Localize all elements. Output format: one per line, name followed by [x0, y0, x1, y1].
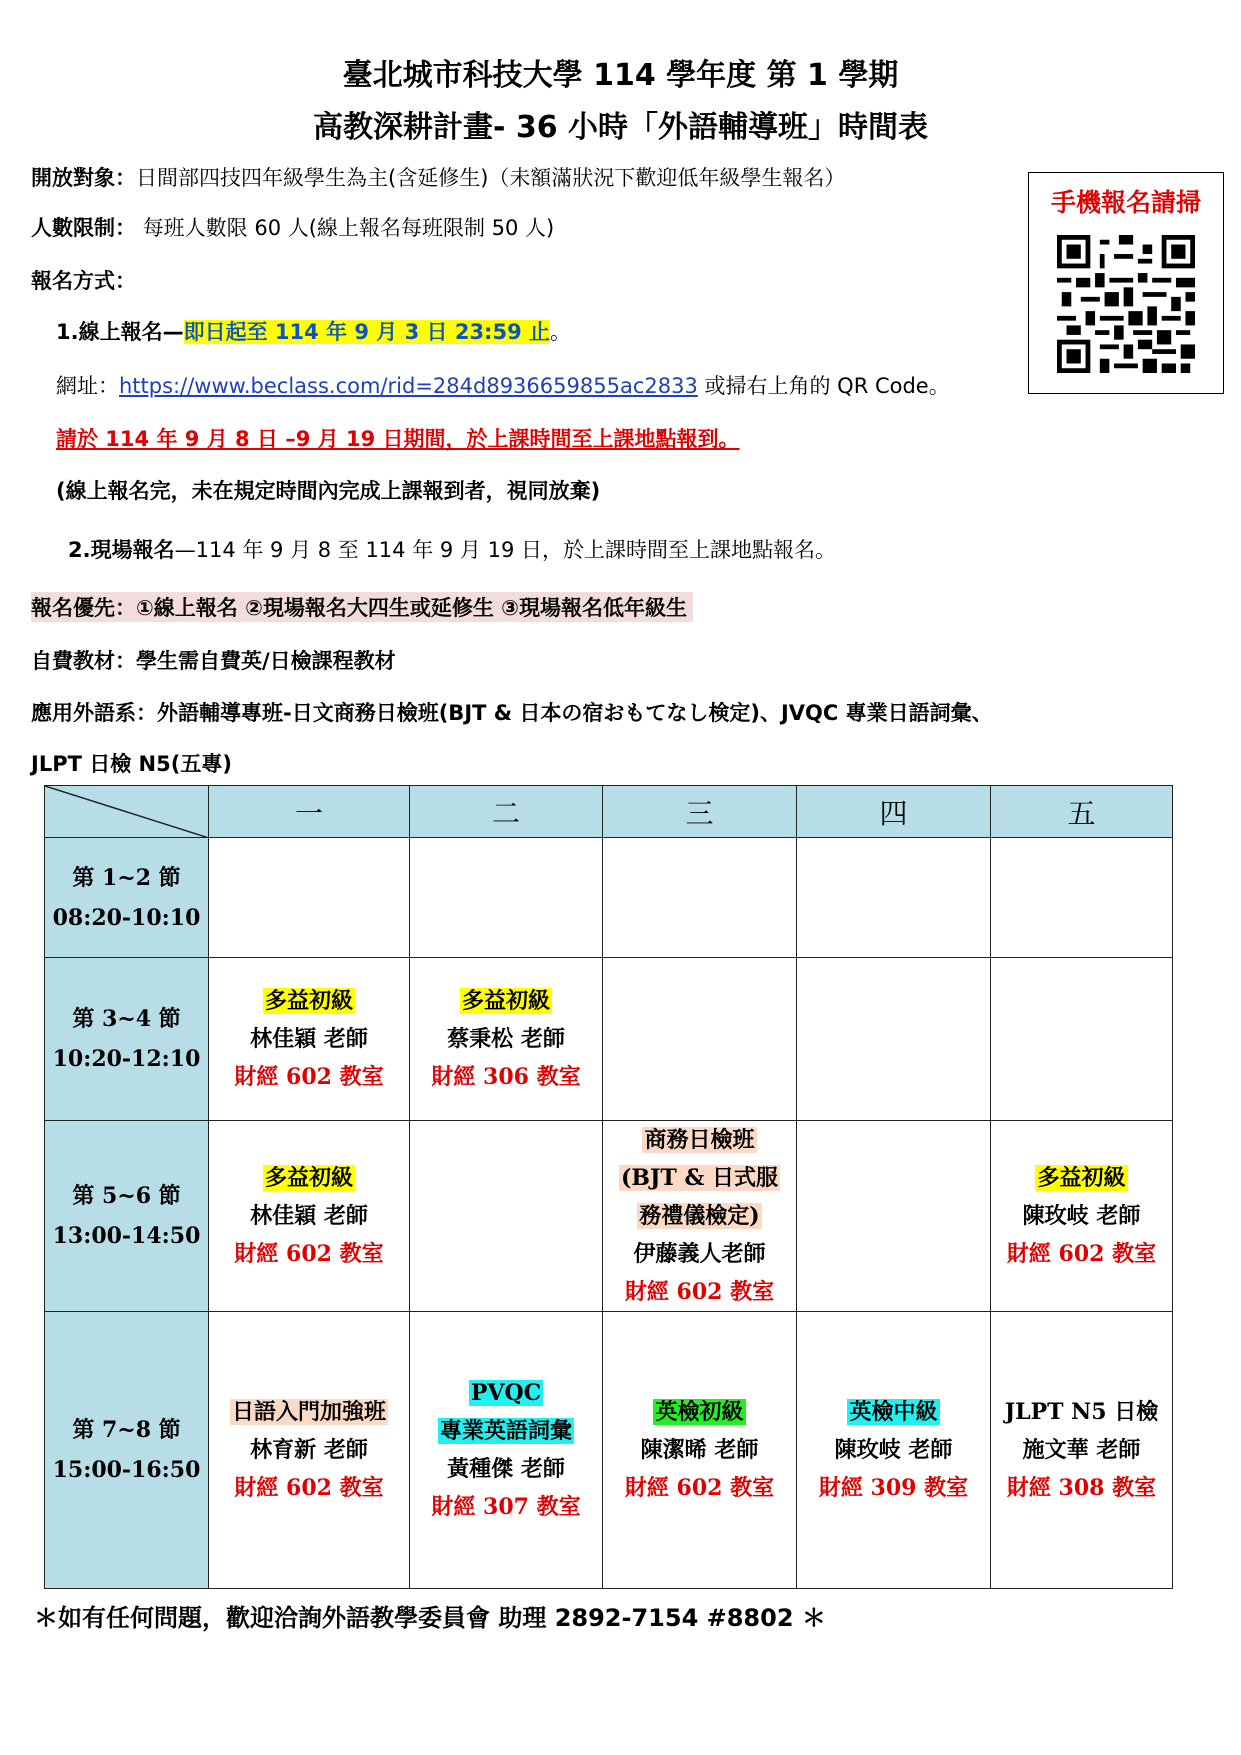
table-row — [45, 1121, 1173, 1312]
class-cell — [209, 958, 410, 1121]
day-header-fri: 五 — [991, 786, 1173, 838]
period-time: 08:20-10:10 — [52, 904, 201, 931]
teacher-name: 施文華 老師 — [1022, 1437, 1141, 1463]
period-time: 10:20-12:10 — [52, 1046, 201, 1072]
period-cell — [45, 838, 209, 958]
classroom: 財經 308 教室 — [1006, 1475, 1157, 1501]
table-row — [45, 958, 1173, 1121]
day-header-mon: 一 — [209, 786, 410, 838]
page-title: 臺北城市科技大學 114 學年度 第 1 學期 — [342, 58, 899, 93]
period-cell — [45, 1121, 209, 1312]
classroom: 財經 602 教室 — [624, 1475, 775, 1501]
classroom: 財經 602 教室 — [624, 1279, 775, 1305]
class-cell — [410, 958, 603, 1121]
classroom: 財經 602 教室 — [234, 1064, 384, 1090]
empty-cell — [991, 958, 1173, 1121]
period-label: 第 7~8 節 — [72, 1417, 181, 1443]
forfeit-notice: (線上報名完，未在規定時間內完成上課報到者，視同放棄) — [56, 479, 601, 503]
corner-cell — [45, 786, 209, 838]
schedule-table — [44, 785, 1173, 1589]
table-row — [45, 838, 1173, 958]
empty-cell — [797, 958, 991, 1121]
empty-cell — [410, 838, 603, 958]
empty-cell — [603, 838, 797, 958]
teacher-name: 陳玫岐 老師 — [834, 1437, 953, 1463]
table-header-row — [45, 786, 1173, 838]
period-label: 第 5~6 節 — [72, 1183, 181, 1209]
empty-cell — [991, 838, 1173, 958]
table-row — [45, 1312, 1173, 1589]
period-label: 第 1~2 節 — [72, 864, 181, 891]
teacher-name: 林佳穎 老師 — [250, 1203, 368, 1229]
limit-text: 每班人數限 60 人(線上報名每班限制 50 人) — [142, 216, 555, 240]
period-time: 15:00-16:50 — [52, 1457, 201, 1483]
qr-code-box — [1028, 172, 1224, 394]
period-time: 13:00-14:50 — [52, 1223, 201, 1249]
course-name: 多益初級 — [264, 988, 353, 1014]
url-suffix: 或掃右上角的 QR Code。 — [704, 374, 950, 398]
qr-label: 手機報名請掃 — [1050, 188, 1201, 217]
day-header-wed: 三 — [603, 786, 797, 838]
teacher-name: 黃種傑 老師 — [447, 1456, 565, 1482]
teacher-name: 陳玫岐 老師 — [1022, 1203, 1141, 1229]
audience-text: 日間部四技四年級學生為主(含延修生)（未額滿狀況下歡迎低年級學生報名） — [136, 166, 846, 190]
online-prefix: 1.線上報名— — [56, 320, 184, 344]
method-label: 報名方式： — [31, 269, 136, 293]
online-period: 即日起至 114 年 9 月 3 日 23:59 止 — [183, 320, 550, 344]
department-line-2: JLPT 日檢 N5(五專) — [31, 752, 232, 776]
class-cell — [603, 1121, 797, 1312]
url-line — [56, 370, 950, 400]
diagonal-line — [45, 786, 209, 838]
onsite-prefix: 2.現場報名 — [68, 538, 175, 562]
class-cell — [991, 1312, 1173, 1589]
url-label: 網址： — [56, 374, 119, 398]
audience-line — [31, 162, 845, 192]
course-name: 多益初級 — [264, 1165, 353, 1191]
course-name: 專業英語詞彙 — [439, 1418, 572, 1444]
page-subtitle: 高教深耕計畫- 36 小時「外語輔導班」時間表 — [312, 110, 929, 145]
class-cell — [797, 1312, 991, 1589]
teacher-name: 蔡秉松 老師 — [447, 1026, 565, 1052]
classroom: 財經 306 教室 — [431, 1064, 581, 1090]
limit-label: 人數限制： — [31, 216, 136, 240]
course-name: (BJT & 日式服 — [621, 1165, 778, 1191]
day-header-tue: 二 — [410, 786, 603, 838]
course-name: 務禮儀檢定) — [639, 1203, 760, 1229]
course-name: 多益初級 — [1037, 1165, 1126, 1191]
classroom: 財經 602 教室 — [234, 1475, 384, 1501]
online-suffix: 。 — [550, 320, 571, 344]
onsite-registration-line — [68, 534, 836, 564]
class-cell — [410, 1312, 603, 1589]
class-cell — [991, 1121, 1173, 1312]
onsite-text: —114 年 9 月 8 至 114 年 9 月 19 日，於上課時間至上課地點報名。 — [174, 538, 836, 562]
checkin-notice: 請於 114 年 9 月 8 日 –9 月 19 日期間，於上課時間至上課地點報到。 — [56, 427, 740, 451]
priority-line: 報名優先：①線上報名 ②現場報名大四生或延修生 ③現場報名低年級生 — [31, 592, 693, 622]
teacher-name: 林佳穎 老師 — [250, 1026, 368, 1052]
empty-cell — [797, 1121, 991, 1312]
course-name: 英檢中級 — [849, 1399, 938, 1425]
teacher-name: 伊藤義人老師 — [633, 1241, 766, 1267]
qr-code-icon[interactable] — [1057, 235, 1195, 373]
course-name: JLPT N5 日檢 — [1004, 1399, 1159, 1425]
registration-link[interactable]: https://www.beclass.com/rid=284d8936659855ac2833 — [119, 374, 698, 398]
class-cell — [603, 1312, 797, 1589]
classroom: 財經 309 教室 — [818, 1475, 969, 1501]
class-cell — [209, 1312, 410, 1589]
course-name: PVQC — [470, 1380, 542, 1406]
class-cell — [209, 1121, 410, 1312]
empty-cell — [603, 958, 797, 1121]
empty-cell — [209, 838, 410, 958]
course-name: 商務日檢班 — [644, 1127, 755, 1153]
course-name: 日語入門加強班 — [231, 1399, 386, 1425]
materials-line: 自費教材：學生需自費英/日檢課程教材 — [31, 649, 396, 673]
period-label: 第 3~4 節 — [72, 1006, 181, 1032]
course-name: 多益初級 — [461, 988, 550, 1014]
classroom: 財經 307 教室 — [431, 1494, 581, 1520]
classroom: 財經 602 教室 — [1006, 1241, 1157, 1267]
contact-footer: ＊如有任何問題，歡迎洽詢外語教學委員會 助理 2892-7154 #8802 ＊ — [34, 1604, 826, 1632]
teacher-name: 陳潔晞 老師 — [640, 1437, 759, 1463]
day-header-thu: 四 — [797, 786, 991, 838]
period-cell — [45, 1312, 209, 1589]
teacher-name: 林育新 老師 — [250, 1437, 368, 1463]
period-cell — [45, 958, 209, 1121]
online-registration-line — [56, 316, 571, 346]
empty-cell — [410, 1121, 603, 1312]
department-line-1: 應用外語系：外語輔導專班-日文商務日檢班(BJT & 日本の宿おもてなし検定)、JVQC 專業日語詞彙、 — [31, 701, 993, 725]
course-name: 英檢初級 — [655, 1399, 744, 1425]
audience-label: 開放對象： — [31, 166, 136, 190]
empty-cell — [797, 838, 991, 958]
classroom: 財經 602 教室 — [234, 1241, 384, 1267]
limit-line — [31, 212, 554, 242]
